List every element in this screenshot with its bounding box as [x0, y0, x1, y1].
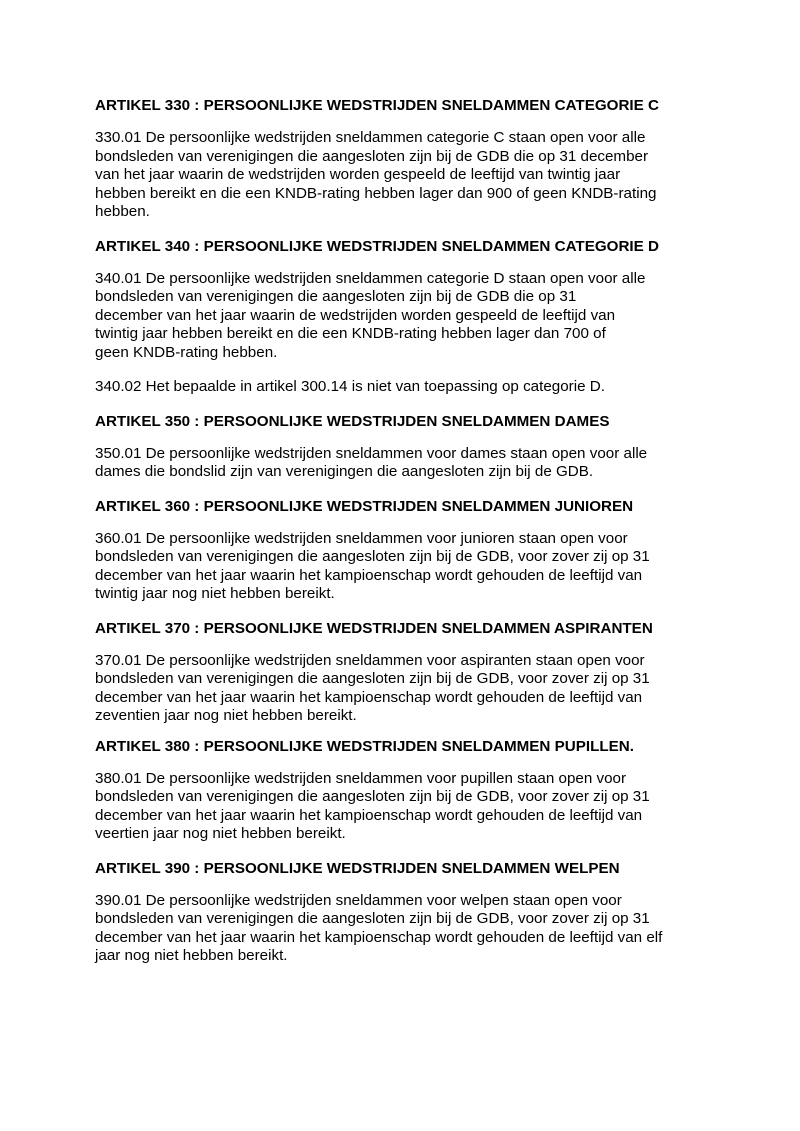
- article-heading-350: ARTIKEL 350 : PERSOONLIJKE WEDSTRIJDEN SNELDAMMEN DAMES: [95, 412, 610, 430]
- text-line: dames die bondslid zijn van verenigingen die aangesloten zijn bij de GDB.: [95, 463, 594, 480]
- text-line: geen KNDB-rating hebben.: [95, 343, 278, 361]
- article-paragraph-340-01: [95, 270, 735, 363]
- article-heading-390: ARTIKEL 390 : PERSOONLIJKE WEDSTRIJDEN SNELDAMMEN WELPEN: [95, 859, 620, 877]
- text-line: bondsleden van verenigingen die aangesloten zijn bij de GDB, voor zover zij op 31: [95, 670, 650, 687]
- text-line: december van het jaar waarin het kampioenschap wordt gehouden de leeftijd van: [95, 806, 643, 824]
- article-heading-370: ARTIKEL 370 : PERSOONLIJKE WEDSTRIJDEN SNELDAMMEN ASPIRANTEN: [95, 619, 653, 637]
- text-line: bondsleden van verenigingen die aangesloten zijn bij de GDB, voor zover zij op 31: [95, 910, 650, 927]
- article-paragraph-370-01: [95, 652, 735, 726]
- text-line: 340.02 Het bepaalde in artikel 300.14 is niet van toepassing op categorie D.: [95, 378, 605, 395]
- article-heading-330: ARTIKEL 330 : PERSOONLIJKE WEDSTRIJDEN SNELDAMMEN CATEGORIE C: [95, 97, 659, 114]
- article-heading-340: ARTIKEL 340 : PERSOONLIJKE WEDSTRIJDEN SNELDAMMEN CATEGORIE D: [95, 237, 659, 255]
- text-line: bondsleden van verenigingen die aangesloten zijn bij de GDB, voor zover zij op 31: [95, 548, 650, 565]
- article-paragraph-360-01: [95, 530, 735, 604]
- text-line: twintig jaar hebben bereikt en die een KNDB-rating hebben lager dan 700 of: [95, 325, 606, 342]
- text-line: hebben.: [95, 203, 150, 220]
- text-line: veertien jaar nog niet hebben bereikt.: [95, 825, 346, 842]
- document-page: [95, 95, 735, 966]
- text-line: twintig jaar nog niet hebben bereikt.: [95, 585, 335, 602]
- text-line: zeventien jaar nog niet hebben bereikt.: [95, 707, 357, 724]
- text-line: 330.01 De persoonlijke wedstrijden sneldammen categorie C staan open voor alle: [95, 129, 646, 146]
- text-line: jaar nog niet hebben bereikt.: [95, 947, 288, 964]
- article-paragraph-350-01: [95, 445, 735, 482]
- article-heading-380: ARTIKEL 380 : PERSOONLIJKE WEDSTRIJDEN SNELDAMMEN PUPILLEN.: [95, 737, 634, 755]
- article-paragraph-380-01: [95, 770, 735, 844]
- text-line: bondsleden van verenigingen die aangesloten zijn bij de GDB, voor zover zij op 31: [95, 788, 650, 805]
- article-heading-360: ARTIKEL 360 : PERSOONLIJKE WEDSTRIJDEN SNELDAMMEN JUNIOREN: [95, 497, 634, 515]
- article-paragraph-340-02: [95, 378, 735, 397]
- text-line: december van het jaar waarin het kampioenschap wordt gehouden de leeftijd van: [95, 688, 643, 706]
- article-paragraph-390-01: [95, 892, 735, 966]
- text-line: 350.01 De persoonlijke wedstrijden sneldammen voor dames staan open voor alle: [95, 444, 648, 462]
- text-line: december van het jaar waarin het kampioenschap wordt gehouden de leeftijd van elf: [95, 928, 663, 946]
- text-line: 390.01 De persoonlijke wedstrijden sneldammen voor welpen staan open voor: [95, 891, 622, 909]
- text-line: 380.01 De persoonlijke wedstrijden sneldammen voor pupillen staan open voor: [95, 769, 627, 787]
- text-line: bondsleden van verenigingen die aangesloten zijn bij de GDB die op 31 december: [95, 147, 649, 165]
- text-line: december van het jaar waarin de wedstrijden worden gespeeld de leeftijd van: [95, 306, 616, 324]
- text-line: 360.01 De persoonlijke wedstrijden sneldammen voor junioren staan open voor: [95, 529, 628, 547]
- text-line: van het jaar waarin de wedstrijden worden gespeeld de leeftijd van twintig jaar: [95, 166, 621, 183]
- text-line: december van het jaar waarin het kampioenschap wordt gehouden de leeftijd van: [95, 566, 643, 584]
- text-line: 370.01 De persoonlijke wedstrijden sneldammen voor aspiranten staan open voor: [95, 651, 645, 669]
- text-line: hebben bereikt en die een KNDB-rating hebben lager dan 900 of geen KNDB-rating: [95, 184, 657, 202]
- article-paragraph-330-01: [95, 129, 735, 222]
- text-line: 340.01 De persoonlijke wedstrijden sneldammen categorie D staan open voor alle: [95, 269, 646, 287]
- text-line: bondsleden van verenigingen die aangesloten zijn bij de GDB die op 31: [95, 288, 577, 305]
